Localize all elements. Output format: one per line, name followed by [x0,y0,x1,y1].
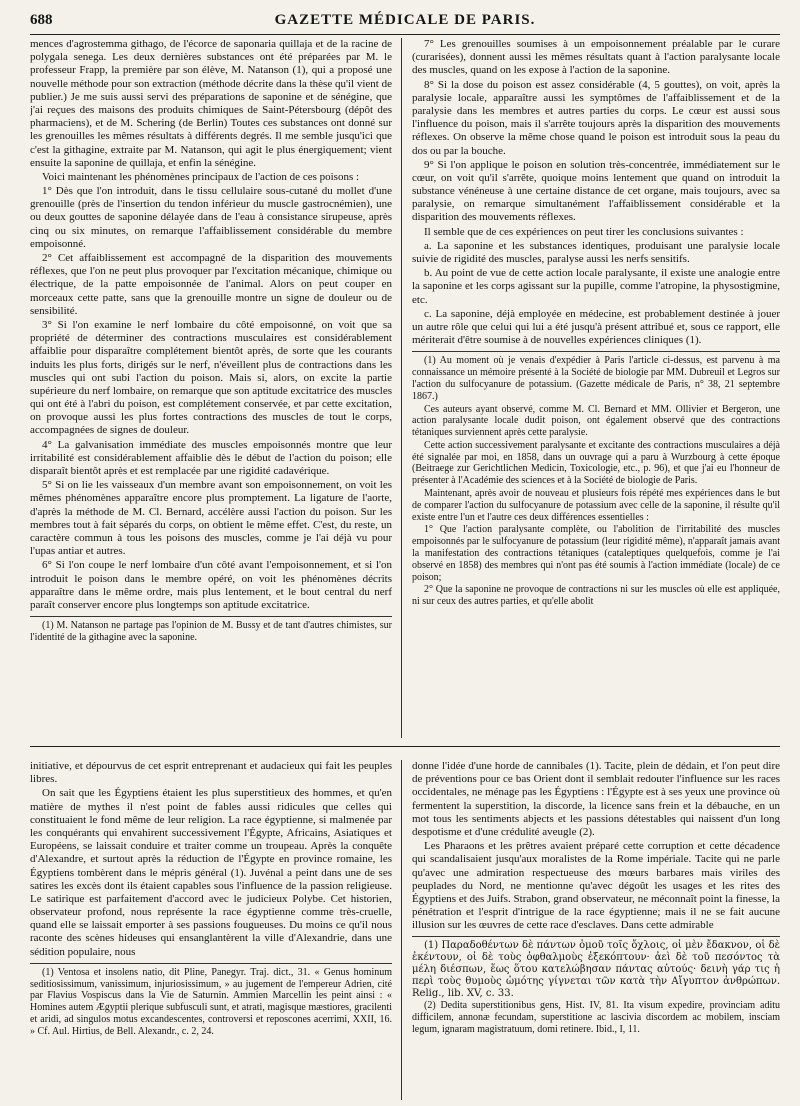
bottom-left-column [30,760,392,1100]
footnote: 2° Que la saponine ne provoque de contractions ni sur les muscles où elle est appliquée, ni sur ceux des autres parties, et qu'elle abolit [412,584,780,608]
paragraph: c. La saponine, déjà employée en médecine, est probablement destinée à jouer un autre rôle que celui qui lui a été jusqu'à présent attribué et, sous ce rapport, elle mériterait d'être soumise à de nouvelles expériences cliniques (1). [412,307,780,347]
section-divider [30,746,780,747]
paragraph: On sait que les Égyptiens étaient les plus superstitieux des hommes, et qu'en matière de mythes il n'est point de fables aussi ridicules que celles qui constituaient le fond même de leur religion. La race égyptienne, si malmenée par les conquérants qui envahirent successivement l'Égypte, Africains, Asiatiques et Européens, se laissait conduire et traiter comme un troupeau. Après la conquête d'Alexandre, et surtout après la réduction de l'Égypte en province romaine, les Égyptiens tombèrent dans le mépris général (1). Juvénal a peint dans une de ses satires les excès dont ils étaient capables sous l'influence de la passion religieuse. Le satirique est parfaitement d'accord avec le judicieux Polybe. Cet historien, observateur profond, nous représente la race égyptienne comme très-cruelle, quand elle se laissait emporter à ses passions fougueuses. Du moins ce qu'il nous raconte des scènes hideuses qui ensanglantèrent la ville d'Alexandrie, dans une sédition populaire, nous [30,787,392,958]
footnote: Ces auteurs ayant observé, comme M. Cl. Bernard et MM. Ollivier et Bergeron, une action paralysante locale dudit poison, ont également observé que des contractions tétaniques surviennent après cette paralysie. [412,403,780,439]
top-left-column [30,38,392,738]
paragraph: 3° Si l'on examine le nerf lombaire du côté empoisonné, on voit que sa propriété de déterminer des contractions musculaires est considérablement affaiblie pour disparaître complétement bientôt après, de sorte que les courants induits les plus forts, dirigés sur le nerf, n'éveillent plus de contractions dans les muscles qui ont subi l'action du poison. Mais si, alors, on excite la partie supérieure du nerf lombaire, on remarque que son aptitude excitatrice des muscles qui ont été à l'abri du poison, est complétement conservée, et par cette excitation, on provoque aussi les plus fortes contractions des muscles de tout le corps, accompagnées de signes de douleur. [30,318,392,437]
page-number: 688 [30,12,53,28]
paragraph: 4° La galvanisation immédiate des muscles empoisonnés montre que leur irritabilité est considérablement affaiblie dès le début de l'action du poison; elle disparaît bientôt après et est remplacée par une rigidité cadavérique. [30,438,392,477]
paragraph: 7° Les grenouilles soumises à un empoisonnement préalable par le curare (curarisées), donnent aussi les mêmes résultats quant à l'action paralysante locale des muscles, quand on les expose à l'action de la saponine. [412,38,780,77]
footnote: Maintenant, après avoir de nouveau et plusieurs fois répété mes expériences dans le but de comparer l'action du sulfocyanure de potassium avec celle de la saponine, il résulte qu'il existe entre l'un et l'autre ces deux différences essentielles : [412,488,780,523]
paragraph: 9° Si l'on applique le poison en solution très-concentrée, immédiatement sur le cœur, on voit qu'il s'arrête, quoique moins lentement que quand on introduit la substance vénéneuse à une certaine distance de cet organe, mais toujours, avec sa paralysie, on remarque simultanément l'affaiblissement considérable et la disparition des mouvements réflexes. [412,158,780,224]
paragraph: donne l'idée d'une horde de cannibales (1). Tacite, plein de dédain, et l'on peut dire de préventions pour ce bas Orient dont il semblait redouter l'influence sur les races occidentales, ne ménage pas les Égyptiens : l'Égypte est à ses yeux une province où fermentent la superstition, la discorde, la licence sans frein et la débauche, en un mot tous les sentiments abjects et les passions détestables qui naissent d'un long despotisme et d'une crédulité aveugle (2). [412,760,780,838]
bottom-right-column [412,760,780,1100]
footnote: 1° Que l'action paralysante complète, ou l'abolition de l'irritabilité des muscles empoisonnés par le sulfocyanure de potassium (leur rigidité même), n'apparaît jamais avant la manifestation des contractions tétaniques (cataleptiques quelquefois, comme je l'ai observé en 1858) des membres qui n'ont pas été soumis à l'action immédiate (locale) de ce poison; [412,524,780,583]
footnote-greek: (1) Παραδοθέντων δὲ πάντων ὁμοῦ τοῖς ὄχλοις, οἱ μὲν ἔδακνον, οἱ δὲ ἐκέντουν, οἱ δὲ τοὺς ὀφθαλμοὺς ἐξεκόπτουν· ἀεὶ δὲ τοῦ πεσόντος τὰ μέλη διέσπων, ἕως ὅτου κατελώβησαν πάντας αὐτούς· δεινὴ γάρ τις ἡ περὶ τοὺς θυμοὺς ὠμότης γίγνεται τῶν κατὰ τὴν Αἴγυπτον ἀνθρώπων. Relig., lib. XV, c. 33. [412,940,780,999]
footnote: (2) Dedita superstitionibus gens, Hist. IV, 81. Ita visum expedire, provinciam aditu difficilem, annonæ fecundam, superstitione ac lascivia discordem ac mobilem, insciam legum, ignaram magistratuum, domi retinere. Ibid., I, 11. [412,1000,780,1036]
footnote-rule [412,936,780,937]
paragraph: 1° Dès que l'on introduit, dans le tissu cellulaire sous-cutané du mollet d'une grenouille (près de l'insertion du tendon inférieur du muscle gastrocnémien), une ou deux gouttes de saponine délayée dans de l'eau à consistance sirupeuse, après cinq ou six minutes, on remarque l'affaiblissement considérable du membre empoisonné. [30,185,392,250]
paragraph: mences d'agrostemma githago, de l'écorce de saponaria quillaja et de la racine de polygala senega. Les deux dernières substances ont été préparées par M. le professeur Frapp, la première par son élève, M. Natanson (1), qui a proposé une nouvelle méthode pour son extraction (méthode décrite dans la thèse qu'il vient de publier.) Je me suis aussi servi des préparations de saponine et de sénégine, que j'ai reçues des maisons des produits chimiques de Saint-Pétersbourg (dépôt des pharmaciens), et de M. Schering (de Berlin) Toutes ces substances ont donné sur les grenouilles les mêmes résultats à différents degrés. Il me semble jusqu'ici que c'est la githagine, extraite par M. Natanson, qui agit le plus énergiquement; vient ensuite la saponine de quillaja, et enfin la sénégine. [30,38,392,169]
footnote: (1) Au moment où je venais d'expédier à Paris l'article ci-dessus, est parvenu à ma connaissance un mémoire présenté à la Société de biologie par MM. Dubreuil et Legros sur l'action du sulfocyanure de potassium. (Gazette médicale de Paris, n° 38, 21 septembre 1867.) [412,355,780,402]
paragraph: 6° Si l'on coupe le nerf lombaire d'un côté avant l'empoisonnement, et si l'on introduit le poison dans le membre opéré, on voit les phénomènes décrits apparaître dans le même ordre, mais plus lentement, et le bout central du nerf paraît conserver encore plus longtemps son aptitude excitatrice. [30,559,392,611]
paragraph: a. La saponine et les substances identiques, produisant une paralysie locale suivie de rigidité des muscles, paralyse aussi les nerfs sensitifs. [412,239,780,265]
footnote-rule [30,616,392,617]
paragraph: 5° Si on lie les vaisseaux d'un membre avant son empoisonnement, on voit les mêmes phénomènes apparaître encore plus promptement. La ligature de l'aorte, d'après la méthode de M. Cl. Bernard, accélère aussi l'action du poison. Sur les membres tout à fait séparés du corps, on obtient le même effet. C'est, du reste, un caractère commun à tous les poisons des muscles, comme je l'ai déjà vu pour l'upas antiar et autres. [30,479,392,558]
footnote: Cette action successivement paralysante et excitante des contractions musculaires a déjà été signalée par moi, en 1858, dans un ouvrage qui a paru à Wurzbourg à cette époque (Beitraege zur Gerichtlichen Medicin, Toxicologie, etc., p. 96), et que j'ai eu l'honneur de présenter à l'Académie des sciences et à la Société de biologie de Paris. [412,439,780,487]
paragraph: Voici maintenant les phénomènes principaux de l'action de ces poisons : [42,170,360,183]
paragraph: b. Au point de vue de cette action locale paralysante, il existe une analogie entre la saponine et les corps agissant sur la pupille, comme l'atropine, la physostigmine, etc. [412,267,780,306]
footnote-rule [30,963,392,964]
paragraph: Les Pharaons et les prêtres avaient préparé cette corruption et cette décadence qui scandalisaient jusqu'aux moralistes de la Rome impériale. Tacite qui ne parle qu'avec une admiration respectueuse des mœurs barbares mais viriles des peuplades du Nord, ne mentionne qu'avec dégoût les usages et les rites des Égyptiens et des Juifs. Strabon, grand observateur, ne méconnaît point la finesse, la pénétration et l'esprit d'intrigue de la race égyptienne; mais il ne se fait aucune illusion sur les œuvres de cette race d'esclaves. Dans cette admirable [412,840,780,932]
footnote: (1) Ventosa et insolens natio, dit Pline, Panegyr. Traj. dict., 31. « Genus hominum seditiosissimum, vanissimum, injuriosissimum, » au jugement de l'empereur Adrien, cité par Flavius Vospiscus dans la Vie de Saturnin. Ammien Marcellin les peint ainsi : « Homines autem Ægyptii plerique subfusculi sunt, et atrati, magisque mæstiores, gracilenti et aridi, ad singulos motus excandescentes, controversi et reposcones acerrimi, XXII, 16. » Cf. Aul. Hirtius, de Bell. Alexandr., c. 2, 24. [30,966,392,1037]
page-header [30,8,780,35]
paragraph: 8° Si la dose du poison est assez considérable (4, 5 gouttes), on voit, après la paralysie locale, apparaître aussi les symptômes de l'affaiblissement et de la paralysie dans les membres et autres parties du corps. Le cœur est aussi sous l'influence du poison, mais il s'arrête toujours après la disparition des mouvements réflexes. On observe la même chose quand le poison est introduit sous la peau du dos ou par la bouche. [412,78,780,157]
paragraph: initiative, et dépourvus de cet esprit entreprenant et audacieux qui fait les peuples libres. [30,760,392,786]
top-right-column [412,38,780,738]
paragraph: Il semble que de ces expériences on peut tirer les conclusions suivantes : [424,225,744,238]
paragraph: 2° Cet affaiblissement est accompagné de la disparition des mouvements réflexes, que l'on ne peut plus provoquer par l'excitation mécanique, chimique ou électrique, de la patte empoisonnée de l'animal. Alors on peut couper en morceaux cette patte, sans que la grenouille montre un signe de douleur ou de sensibilité. [30,252,392,317]
page-title: GAZETTE MÉDICALE DE PARIS. [274,12,536,28]
footnote: (1) M. Natanson ne partage pas l'opinion de M. Bussy et de tant d'autres chimistes, sur l'identité de la githagine avec la saponine. [30,620,392,643]
column-divider [401,38,402,738]
column-divider [401,760,402,1100]
footnote-rule [412,351,780,352]
